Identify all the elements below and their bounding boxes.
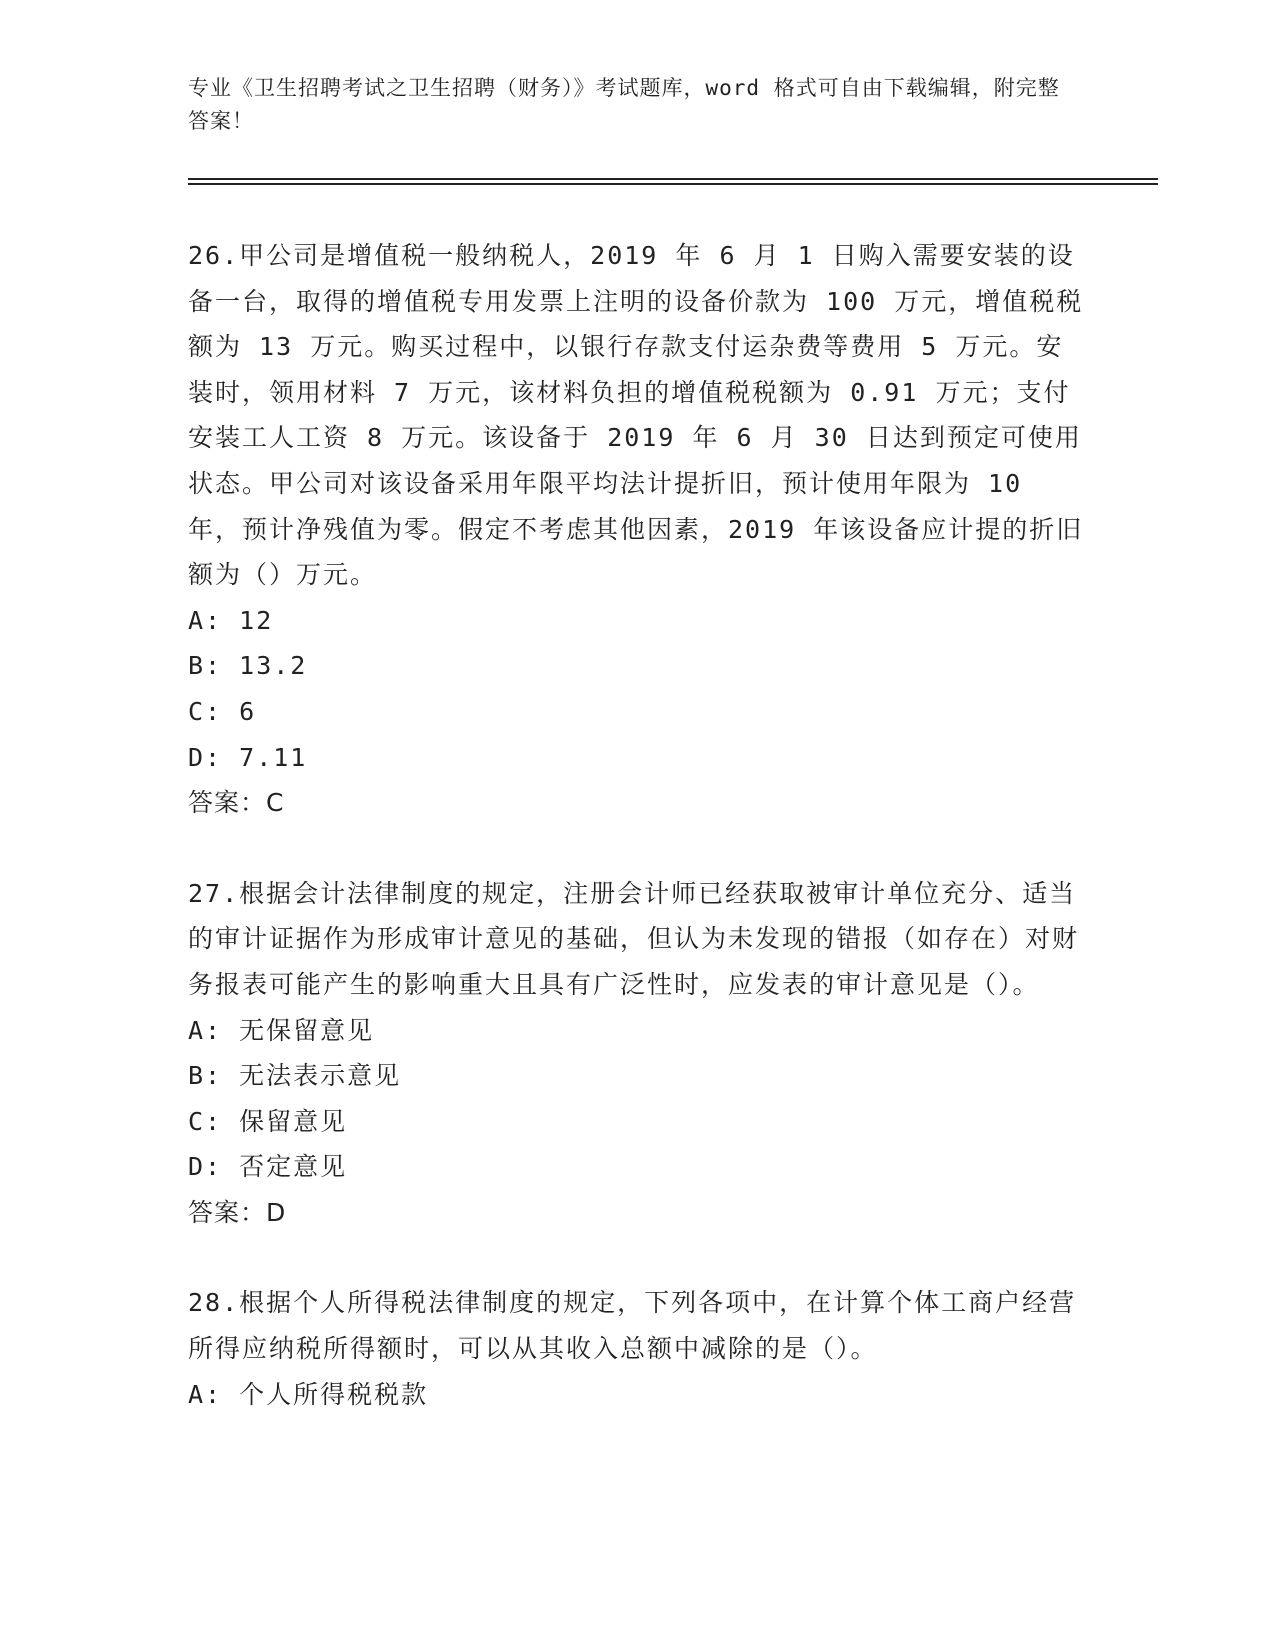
option-c: C: 保留意见 bbox=[188, 1106, 348, 1136]
option-a: A: 个人所得税税款 bbox=[188, 1379, 429, 1409]
question-stem: 28.根据个人所得税法律制度的规定，下列各项中，在计算个体工商户经营所得应纳税所得额时，可以从其收入总额中减除的是（）。 bbox=[188, 1288, 1077, 1364]
question-28 bbox=[188, 1280, 1088, 1417]
option-d: D: 否定意见 bbox=[188, 1152, 348, 1182]
header-divider-bottom bbox=[188, 183, 1158, 185]
option-b: B: 无法表示意见 bbox=[188, 1061, 402, 1091]
option-a: A: 12 bbox=[188, 605, 274, 635]
option-c: C: 6 bbox=[188, 696, 257, 726]
question-stem: 27.根据会计法律制度的规定，注册会计师已经获取被审计单位充分、适当的审计证据作为形成审计意见的基础，但认为未发现的错报（如存在）对财务报表可能产生的影响重大且具有广泛性时，应发表的审计意见是（）。 bbox=[188, 878, 1080, 999]
option-a: A: 无保留意见 bbox=[188, 1015, 375, 1045]
question-stem: 26.甲公司是增值税一般纳税人，2019 年 6 月 1 日购入需要安装的设备一台，取得的增值税专用发票上注明的设备价款为 100 万元，增值税税额为 13 万元。购买过程中，以银行存款支付运杂费等费用 5 万元。安装时，领用材料 7 万元，该材料负担的增值税税额为 0.91 万元；支付安装工人工资 8 万元。该设备于 2019 年 6 月 30 日达到预定可使用状态。甲公司对该设备采用年限平均法计提折旧，预计使用年限为 10 年，预计净残值为零。假定不考虑其他因素，2019 年该设备应计提的折旧额为（）万元。 bbox=[188, 241, 1084, 590]
header-divider-top bbox=[188, 178, 1158, 180]
question-list bbox=[188, 233, 1088, 1417]
question-27 bbox=[188, 871, 1088, 1236]
document-header: 专业《卫生招聘考试之卫生招聘（财务）》考试题库，word 格式可自由下载编辑，附完整答案！ bbox=[188, 76, 1060, 133]
answer-line: 答案：C bbox=[188, 788, 285, 818]
question-26 bbox=[188, 233, 1088, 826]
option-d: D: 7.11 bbox=[188, 742, 308, 772]
option-b: B: 13.2 bbox=[188, 651, 308, 681]
answer-line: 答案：D bbox=[188, 1197, 287, 1227]
